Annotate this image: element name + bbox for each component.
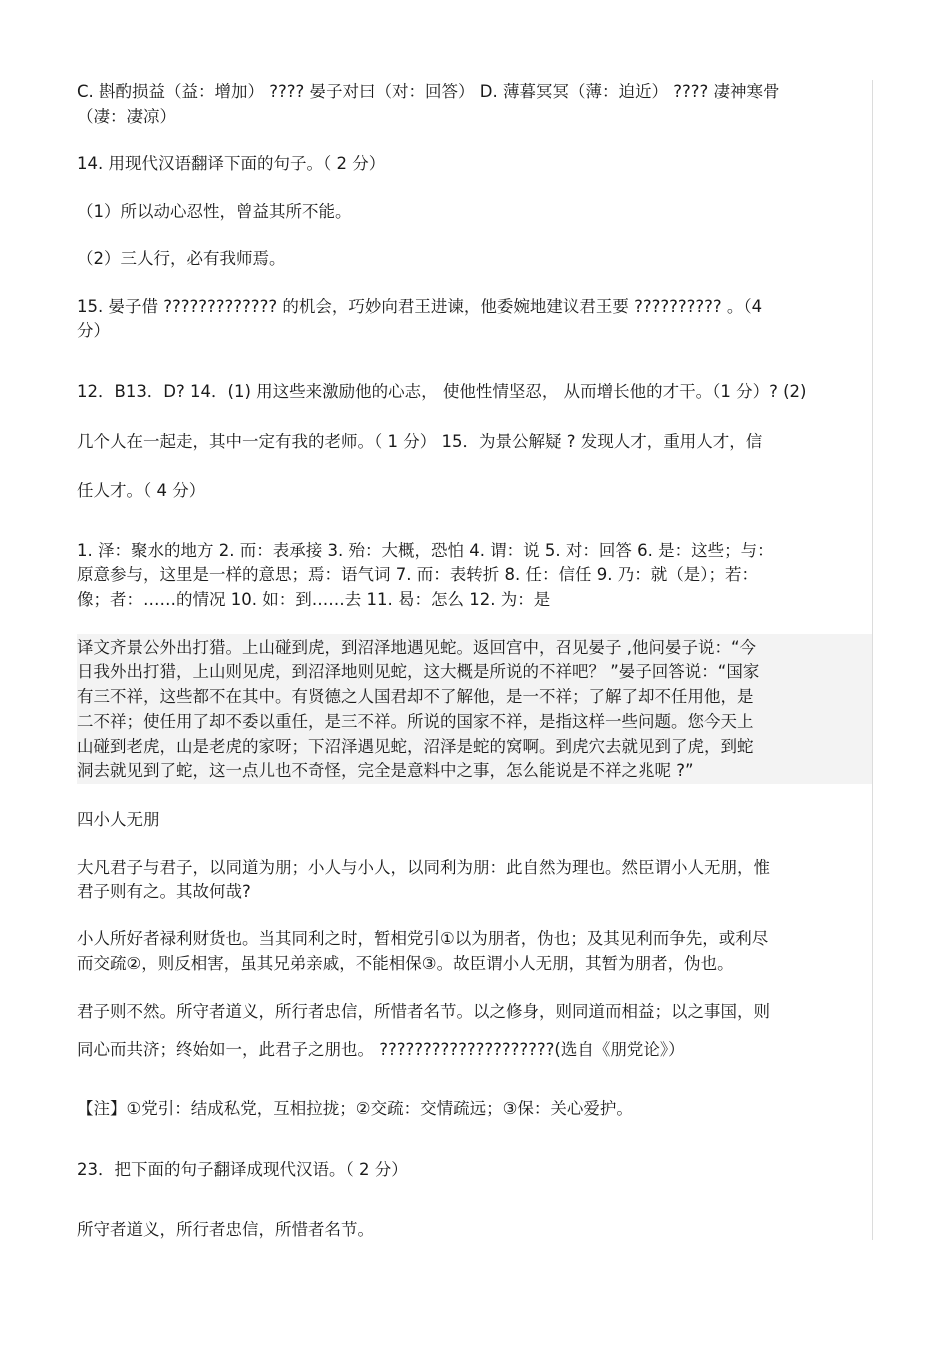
question-14-part-2: （2）三人行，必有我师焉。 [77, 249, 286, 268]
passage-p2-line-1: 小人所好者禄利财货也。当其同利之时，暂相党引①以为朋者，伪也；及其见利而争先，或利尽 [77, 929, 769, 948]
passage-p1-line-1: 大凡君子与君子，以同道为朋；小人与小人，以同利为朋：此自然为理也。然臣谓小人无朋，惟 [77, 858, 770, 877]
answer-line-2: 几个人在一起走，其中一定有我的老师。（ 1 分） 15．为景公解疑 ? 发现人才，重用人才，信 [77, 432, 763, 451]
option-d-continued: （凄：凄凉） [77, 107, 176, 126]
passage-p3-line-2: 同心而共济；终始如一，此君子之朋也。 ????????????????????(选自《朋党论》） [77, 1040, 685, 1059]
translation-line-5: 山碰到老虎，山是老虎的家呀；下沼泽遇见蛇，沼泽是蛇的窝啊。到虎穴去就见到了虎，到蛇 [77, 737, 754, 756]
translation-line-4: 二不祥；使任用了却不委以重任，是三不祥。所说的国家不祥，是指这样一些问题。您今天上 [77, 712, 754, 731]
annotation-note: 【注】①党引：结成私党，互相拉拢；②交疏：交情疏远；③保：关心爱护。 [77, 1099, 633, 1118]
question-14: 14. 用现代汉语翻译下面的句子。（ 2 分） [77, 154, 386, 173]
translation-line-1: 译文齐景公外出打猎。上山碰到虎，到沼泽地遇见蛇。返回宫中，召见晏子 ,他问晏子说：“今 [77, 638, 757, 657]
question-23-sentence: 所守者道义，所行者忠信，所惜者名节。 [77, 1220, 374, 1239]
right-margin-rule [872, 80, 873, 1240]
passage-p1-line-2: 君子则有之。其故何哉? [77, 882, 251, 901]
answer-line-1: 12．B13．D? 14．(1) 用这些来激励他的心志， 使他性情坚忍， 从而增长他的才干。（1 分）? (2) [77, 382, 807, 401]
question-15: 15. 晏子借 ????????????? 的机会，巧妙向君王进谏，他委婉地建议君王要 ?????????? 。（4 [77, 297, 763, 316]
translation-line-6: 洞去就见到了蛇，这一点儿也不奇怪，完全是意料中之事，怎么能说是不祥之兆呢 ?” [77, 761, 694, 780]
translation-line-2: 日我外出打猎，上山则见虎，到沼泽地则见蛇，这大概是所说的不祥吧？ ”晏子回答说：“国家 [77, 662, 760, 681]
passage-p3-line-1: 君子则不然。所守者道义，所行者忠信，所惜者名节。以之修身，则同道而相益；以之事国，则 [77, 1002, 770, 1021]
glossary-line-2: 原意参与，这里是一样的意思；焉：语气词 7. 而：表转折 8. 任：信任 9. 乃：就（是）；若： [77, 565, 758, 584]
section-title: 四小人无朋 [77, 810, 160, 829]
glossary-line-3: 像；者：……的情况 10. 如：到……去 11. 曷：怎么 12. 为：是 [77, 590, 551, 609]
question-23: 23．把下面的句子翻译成现代汉语。（ 2 分） [77, 1160, 408, 1179]
glossary-line-1: 1. 泽：聚水的地方 2. 而：表承接 3. 殆：大概，恐怕 4. 谓：说 5. 对：回答 6. 是：这些；与： [77, 541, 774, 560]
question-14-part-1: （1）所以动心忍性，曾益其所不能。 [77, 202, 352, 221]
translation-line-3: 有三不祥，这些都不在其中。有贤德之人国君却不了解他，是一不祥；了解了却不任用他，是 [77, 687, 754, 706]
option-c-d-line: C. 斟酌损益（益：增加） ???? 晏子对曰（对：回答） D. 薄暮冥冥（薄：迫近） ???? 凄神寒骨 [77, 82, 780, 101]
question-15-continued: 分） [77, 321, 110, 340]
answer-line-3: 任人才。（ 4 分） [77, 481, 206, 500]
passage-p2-line-2: 而交疏②，则反相害，虽其兄弟亲戚，不能相保③。故臣谓小人无朋，其暂为朋者，伪也。 [77, 954, 734, 973]
